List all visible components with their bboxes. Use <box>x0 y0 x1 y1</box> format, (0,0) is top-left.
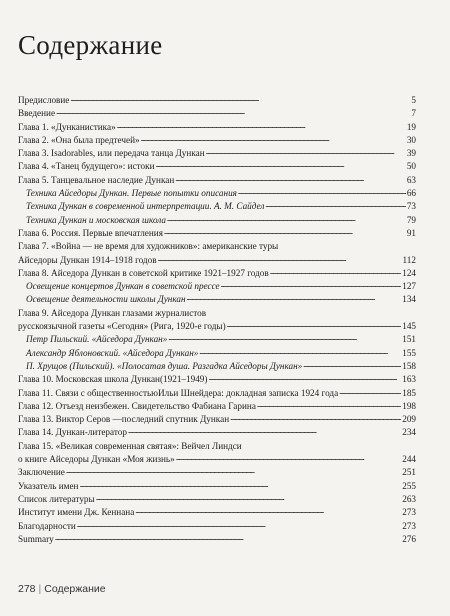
toc-entry-page: 39 <box>406 148 416 159</box>
toc-dot-leader <box>135 504 401 517</box>
table-of-contents <box>18 94 416 546</box>
toc-dot-leader <box>96 491 402 504</box>
toc-entry <box>18 426 416 439</box>
toc-entry-title: Глава 9. Айседора Дункан глазами журналистов <box>18 307 207 318</box>
toc-dot-leader <box>221 278 402 291</box>
toc-entry-title: Айседоры Дункан 1914–1918 годов <box>18 254 157 265</box>
toc-dot-leader <box>168 331 401 344</box>
toc-entry-page: 234 <box>402 427 416 438</box>
toc-entry-title: Александр Яблоновский. «Айседора Дункан» <box>26 347 199 358</box>
toc-entry <box>18 533 416 546</box>
toc-entry-page: 273 <box>402 520 416 531</box>
toc-entry-title: Указатель имен <box>18 480 79 491</box>
toc-dot-leader <box>303 358 401 371</box>
toc-dot-leader <box>117 119 406 132</box>
footer-page-number: 278 <box>18 583 36 595</box>
toc-entry-title: Техника Дункан и московская школа <box>26 214 167 225</box>
toc-entry-title: Глава 15. «Великая современная святая»: Вейчел Линдси <box>18 440 242 451</box>
toc-entry-title: Глава 10. Московская школа Дункан(1921–1949) <box>18 374 208 385</box>
toc-entry-title: Глава 5. Танцевальное наследие Дункан <box>18 174 175 185</box>
toc-entry-page: 73 <box>406 201 416 212</box>
toc-entry-page: 63 <box>406 174 416 185</box>
toc-dot-leader <box>156 158 406 171</box>
toc-entry-page: 134 <box>402 294 416 305</box>
toc-dot-leader <box>257 398 401 411</box>
toc-entry-page: 112 <box>402 254 416 265</box>
page-footer <box>18 583 106 595</box>
toc-entry-title: Предисловие <box>18 95 70 105</box>
toc-entry-page: 30 <box>406 134 416 145</box>
page-title: Содержание <box>18 30 163 60</box>
toc-entry-title: Институт имени Дж. Кеннана <box>18 507 135 518</box>
toc-entry-page: 209 <box>402 414 416 425</box>
toc-entry-page: 198 <box>402 400 416 411</box>
toc-dot-leader <box>141 132 406 145</box>
toc-entry-page: 79 <box>406 214 416 225</box>
toc-dot-leader <box>265 198 405 211</box>
toc-entry-page: 158 <box>402 360 416 371</box>
toc-entry-title: Техника Дункан в современной интерпретации. А. М. Сайдел <box>26 201 265 212</box>
toc-entry-page: 151 <box>402 334 416 345</box>
toc-entry-title: Глава 14. Дункан-литератор <box>18 427 127 438</box>
toc-entry-page: 145 <box>402 321 416 332</box>
toc-dot-leader <box>176 451 402 464</box>
toc-entry-title: Глава 4. «Танец будущего»: истоки <box>18 161 155 172</box>
toc-entry-title: Глава 7. «Война — не время для художников»: американские туры <box>18 241 279 252</box>
toc-dot-leader <box>230 411 401 424</box>
toc-dot-leader <box>128 424 401 437</box>
toc-entry-title: Глава 13. Виктор Серов —последний спутник Дункан <box>18 414 230 425</box>
toc-entry-page: 273 <box>402 507 416 518</box>
toc-entry-title: Глава 8. Айседора Дункан в советской критике 1921–1927 годов <box>18 267 269 278</box>
toc-entry-page: 124 <box>402 267 416 278</box>
toc-entry-page: 91 <box>406 227 416 238</box>
toc-entry-title: Благодарности <box>18 520 76 531</box>
toc-dot-leader <box>77 518 401 531</box>
toc-entry-page: 19 <box>406 121 416 132</box>
toc-entry-page: 255 <box>402 480 416 491</box>
toc-entry-title: Введение <box>18 108 56 119</box>
toc-entry-title: Техника Айседоры Дункан. Первые попытки описания <box>26 188 237 199</box>
toc-dot-leader <box>164 225 406 238</box>
toc-entry <box>18 293 416 306</box>
toc-dot-leader <box>238 185 406 198</box>
toc-dot-leader <box>208 371 401 384</box>
toc-entry-page: 263 <box>402 493 416 504</box>
footer-separator: | <box>38 583 42 595</box>
toc-entry-title: Summary <box>18 533 54 544</box>
toc-entry-title: Глава 3. Isadorables, или передача танца Дункан <box>18 148 205 159</box>
toc-dot-leader <box>339 385 401 398</box>
toc-dot-leader <box>70 92 410 105</box>
toc-dot-leader <box>56 105 410 118</box>
toc-dot-leader <box>55 531 401 544</box>
toc-dot-leader <box>187 291 402 304</box>
toc-dot-leader <box>66 464 401 477</box>
toc-entry-title: Глава 2. «Она была предтечей» <box>18 134 140 145</box>
toc-entry-page: 5 <box>411 95 416 105</box>
toc-entry-page: 276 <box>402 533 416 544</box>
toc-dot-leader <box>227 318 402 331</box>
toc-entry-title: П. Хрущов (Пильский). «Полосатая душа. Разгадка Айседоры Дункан» <box>26 360 303 371</box>
toc-dot-leader <box>167 212 406 225</box>
toc-entry-title: Глава 11. Связи с общественностьюИльи Шнейдера: докладная записка 1924 года <box>18 387 339 398</box>
footer-section: Содержание <box>44 583 106 595</box>
toc-entry-title: Глава 1. «Дунканистика» <box>18 121 116 132</box>
toc-dot-leader <box>175 172 406 185</box>
toc-entry-title: Освещение концертов Дункан в советской прессе <box>26 281 220 292</box>
toc-entry-title: Освещение деятельности школы Дункан <box>26 294 186 305</box>
toc-entry-title: Петр Пильский. «Айседора Дункан» <box>26 334 168 345</box>
toc-dot-leader <box>206 145 406 158</box>
toc-entry-page: 7 <box>411 108 416 119</box>
toc-entry-page: 251 <box>402 467 416 478</box>
toc-dot-leader <box>270 265 402 278</box>
toc-dot-leader <box>79 478 401 491</box>
toc-entry-page: 127 <box>402 281 416 292</box>
toc-entry-title: Список литературы <box>18 493 95 504</box>
toc-entry-title: Глава 12. Отъезд неизбежен. Свидетельство Фабиана Гарина <box>18 400 256 411</box>
toc-entry-title: Заключение <box>18 467 65 478</box>
toc-entry-page: 163 <box>402 374 416 385</box>
toc-entry-page: 244 <box>402 454 416 465</box>
toc-entry <box>18 227 416 240</box>
toc-dot-leader <box>158 252 402 265</box>
toc-entry-title: о книге Айседоры Дункан «Моя жизнь» <box>18 454 175 465</box>
toc-entry-title: русскоязычной газеты «Сегодня» (Рига, 1920-е годы) <box>18 321 226 332</box>
toc-entry-page: 185 <box>402 387 416 398</box>
toc-entry-page: 50 <box>406 161 416 172</box>
toc-entry-page: 66 <box>406 188 416 199</box>
toc-dot-leader <box>199 345 401 358</box>
toc-entry-page: 155 <box>402 347 416 358</box>
toc-entry-title: Глава 6. Россия. Первые впечатления <box>18 227 163 238</box>
